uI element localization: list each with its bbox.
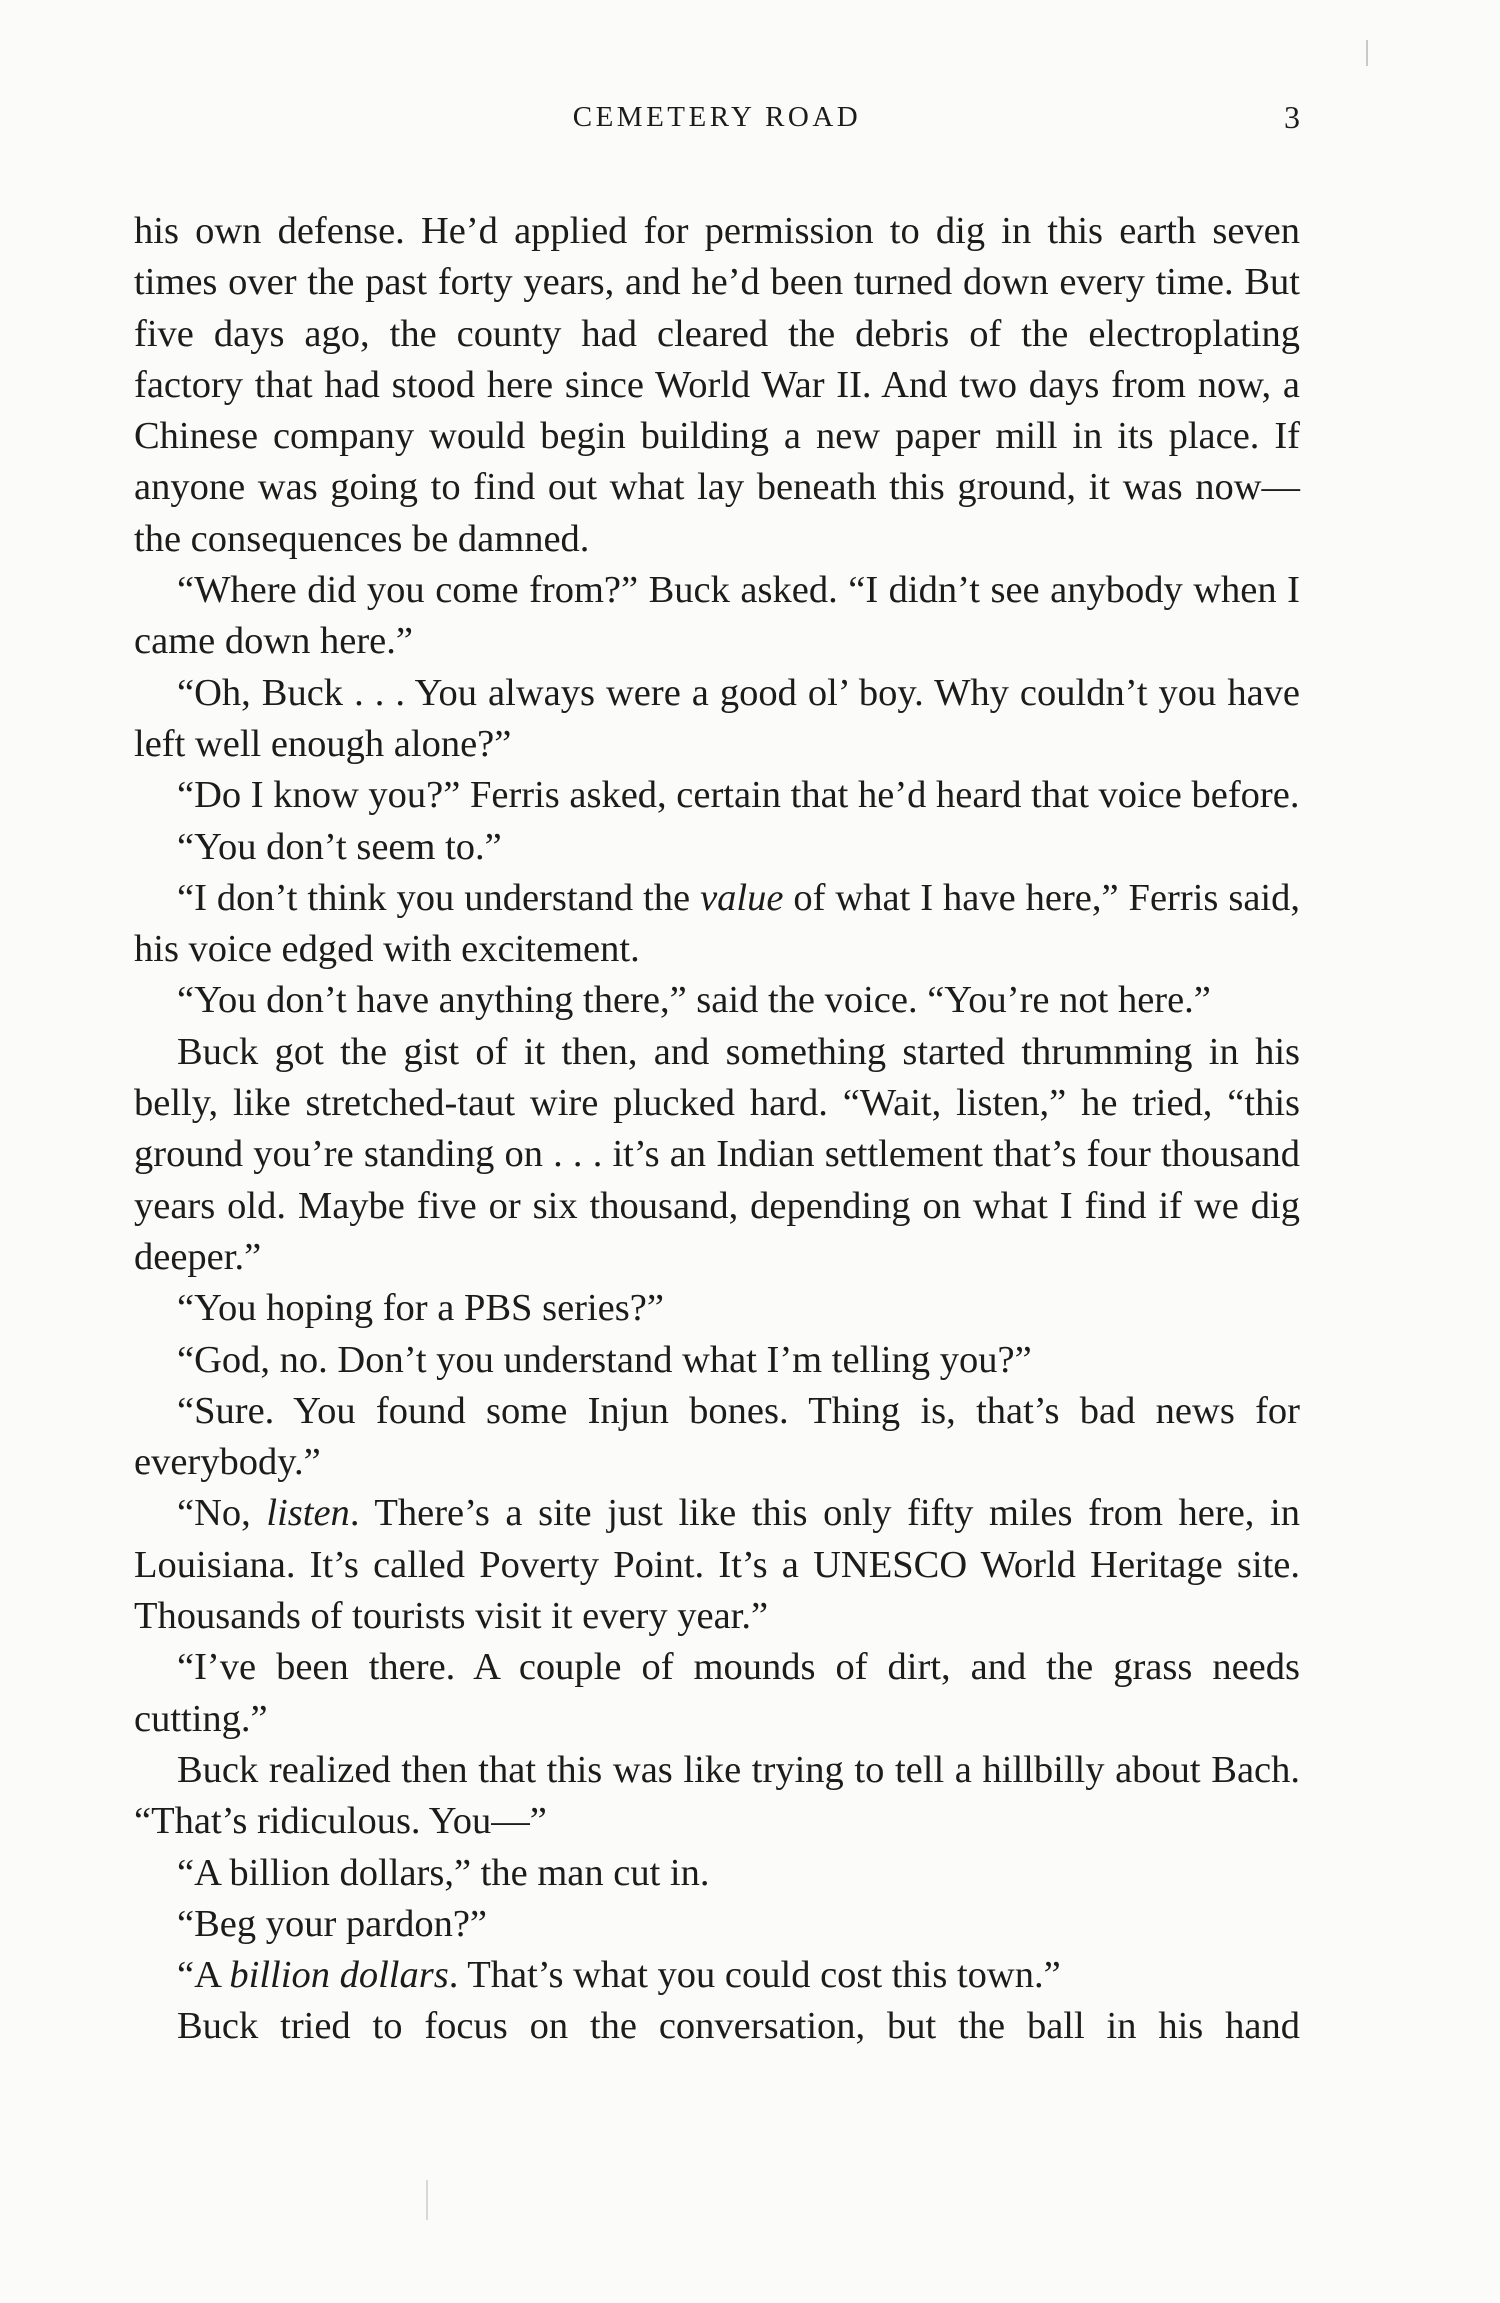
paragraph — [134, 1848, 1300, 1899]
italic-text: billion dollars — [229, 1954, 449, 1997]
text-run: his own defense. He’d applied for permission to dig in this earth seven times over the past forty years, and he’d been turned down every time. But five days ago, the county had cleared the debris of the electroplating factory that had stood here since World War II. And two days from now, a Chinese company would begin building a new paper mill in its place. If anyone was going to find out what lay beneath this ground, it was now—the consequences be damned. — [134, 210, 1300, 560]
body-text — [134, 206, 1300, 2053]
text-run: “Do I know you?” Ferris asked, certain that he’d heard that voice before. — [177, 774, 1300, 817]
text-run: “No, — [177, 1492, 267, 1535]
paragraph — [134, 1642, 1300, 1745]
text-run: “You hoping for a PBS series?” — [177, 1287, 664, 1330]
paragraph — [134, 770, 1300, 821]
paragraph — [134, 975, 1300, 1026]
text-run: “God, no. Don’t you understand what I’m telling you?” — [177, 1338, 1032, 1381]
text-run: “Oh, Buck . . . You always were a good ol’ boy. Why couldn’t you have left well enough alone?” — [134, 671, 1300, 765]
italic-text: value — [700, 876, 784, 919]
text-run: “You don’t seem to.” — [177, 825, 502, 868]
text-run: Buck got the gist of it then, and something started thrumming in his belly, like stretched-taut wire plucked hard. “Wait, listen,” he tried, “this ground you’re standing on . . . it’s an Indian settlement that’s four thousand years old. Maybe five or six thousand, depending on what I find if we dig deeper.” — [134, 1030, 1300, 1278]
paragraph — [134, 668, 1300, 771]
text-run: “Sure. You found some Injun bones. Thing is, that’s bad news for everybody.” — [134, 1389, 1300, 1484]
paragraph — [134, 1283, 1300, 1334]
running-head-title: CEMETERY ROAD — [572, 101, 862, 133]
text-run: “I’ve been there. A couple of mounds of dirt, and the grass needs cutting.” — [134, 1646, 1300, 1740]
paragraph — [134, 1335, 1300, 1386]
paragraph — [134, 1386, 1300, 1489]
italic-text: listen — [266, 1492, 350, 1535]
paragraph — [134, 822, 1300, 873]
paragraph — [134, 873, 1300, 976]
paragraph — [134, 1745, 1300, 1848]
running-head — [134, 92, 1300, 142]
text-run: Buck realized then that this was like trying to tell a hillbilly about Bach. “That’s ridiculous. You—” — [134, 1748, 1300, 1843]
text-run: . That’s what you could cost this town.” — [448, 1954, 1061, 1997]
paragraph — [134, 1027, 1300, 1283]
text-run: Buck tried to focus on the conversation, but the ball in his hand — [177, 2005, 1300, 2048]
text-run: of what I have here,” Ferris said, his voice edged with excitement. — [134, 876, 1300, 971]
text-run: . There’s a site just like this only fifty miles from here, in Louisiana. It’s called Poverty Point. It’s a UNESCO World Heritage site. Thousands of tourists visit it every year.” — [134, 1492, 1300, 1638]
text-run: “I don’t think you understand the — [177, 876, 701, 919]
paragraph — [134, 565, 1300, 668]
text-run: “Beg your pardon?” — [177, 1902, 488, 1945]
paragraph — [134, 2001, 1300, 2052]
text-run: “A billion dollars,” the man cut in. — [177, 1851, 710, 1894]
text-run: “Where did you come from?” Buck asked. “I didn’t see anybody when I came down here.” — [134, 569, 1300, 663]
page-number: 3 — [1284, 99, 1300, 135]
paragraph — [134, 1950, 1300, 2001]
scan-mark — [1366, 40, 1368, 66]
text-run: “You don’t have anything there,” said the voice. “You’re not here.” — [177, 979, 1211, 1022]
scan-mark — [426, 2180, 428, 2220]
paragraph — [134, 1899, 1300, 1950]
text-run: “A — [177, 1954, 230, 1997]
paragraph — [134, 206, 1300, 565]
paragraph — [134, 1488, 1300, 1642]
